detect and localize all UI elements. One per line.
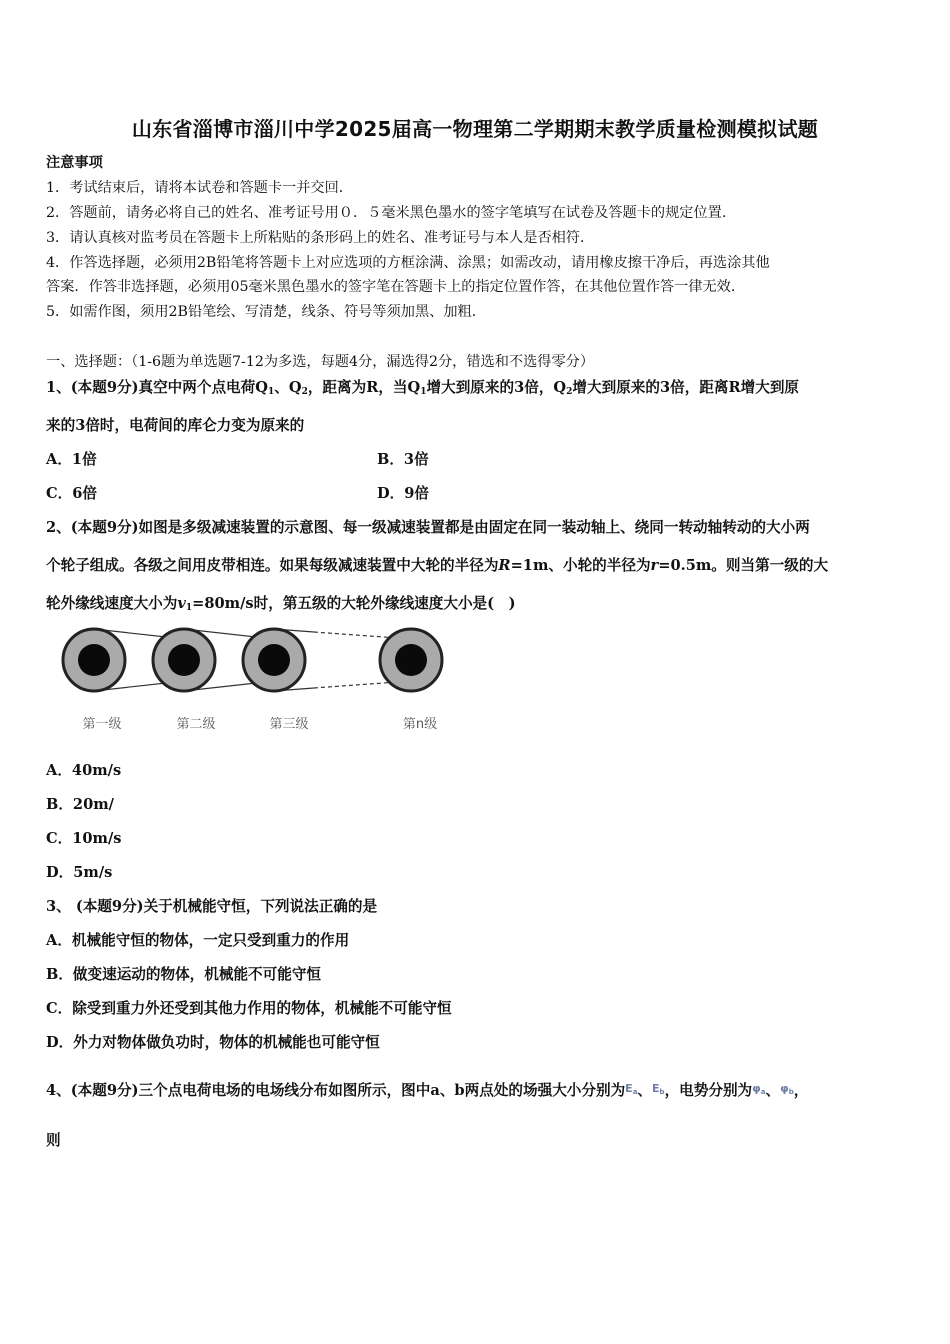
question-2-line-3: 轮外缘线速度大小为$v_1=80m/s$时，第五级的大轮外缘线速度大小是( ) xyxy=(46,595,516,613)
question-3-option-b: B．做变速运动的物体，机械能不可能守恒 xyxy=(46,966,322,983)
question-2-option-d: D．5m/s xyxy=(46,864,113,881)
potential-symbols: φa xyxy=(752,1082,766,1096)
wheel-stage-2 xyxy=(153,629,215,691)
question-3-option-c: C．除受到重力外还受到其他力作用的物体，机械能不可能守恒 xyxy=(46,1000,452,1017)
question-1-option-a: A．1倍 xyxy=(46,451,97,468)
question-3-option-a: A．机械能守恒的物体，一定只受到重力的作用 xyxy=(46,932,350,949)
question-2-option-c: C．10m/s xyxy=(46,830,122,847)
question-3-option-d: D．外力对物体做负功时，物体的机械能也可能守恒 xyxy=(46,1034,380,1051)
label-stage-3: 第三级 xyxy=(269,717,309,732)
question-4-line-2: 则 xyxy=(46,1132,61,1149)
question-3-stem: 3、 (本题9分)关于机械能守恒，下列说法正确的是 xyxy=(46,898,378,915)
notice-item-2: 2．答题前，请务必将自己的姓名、准考证号用０．５毫米黑色墨水的签字笔填写在试卷及答题卡的规定位置． xyxy=(46,205,737,221)
section-heading: 一、选择题：（1-6题为单选题7-12为多选，每题4分，漏选得2分，错选和不选得零分） xyxy=(46,354,595,370)
question-2-option-b: B．20m/ xyxy=(46,796,115,813)
question-1-option-c: C．6倍 xyxy=(46,485,97,502)
wheel-stage-3 xyxy=(243,629,305,691)
question-2-line-2: 个轮子组成。各级之间用皮带相连。如果每级减速装置中大轮的半径为R=1m、小轮的半径为r=0.5m。则当第一级的大 xyxy=(46,557,829,574)
question-4-line-1: 4、(本题9分)三个点电荷电场的电场线分布如图所示，图中a、b两点处的场强大小分别为Ea、Eb，电势分别为φa、φb， xyxy=(46,1082,809,1099)
label-stage-n: 第n级 xyxy=(402,717,438,732)
notice-item-5: 5．如需作图，须用2B铅笔绘、写清楚，线条、符号等须加黑、加粗． xyxy=(46,304,486,320)
label-stage-1: 第一级 xyxy=(82,717,122,732)
wheel-stage-n xyxy=(380,629,442,691)
question-1-line-2: 来的3倍时，电荷间的库仑力变为原来的 xyxy=(46,417,305,434)
notice-heading: 注意事项 xyxy=(46,155,103,171)
wheel-stage-1 xyxy=(63,629,125,691)
question-1-option-b: B．3倍 xyxy=(377,451,429,468)
label-stage-2: 第二级 xyxy=(176,717,216,732)
pulley-diagram xyxy=(56,620,456,740)
question-1-option-d: D．9倍 xyxy=(377,485,429,502)
notice-item-4b: 答案．作答非选择题，必须用05毫米黑色墨水的签字笔在答题卡上的指定位置作答，在其他位置作答一律无效． xyxy=(46,279,746,295)
field-strength-symbols: Ea xyxy=(625,1082,638,1096)
notice-item-4a: 4．作答选择题，必须用2B铅笔将答题卡上对应选项的方框涂满、涂黑；如需改动，请用橡皮擦干净后，再选涂其他 xyxy=(46,255,770,271)
question-1-line-1: 1、(本题9分)真空中两个点电荷$Q_1$、$Q_2$，距离为R，当$Q_1$增大到原来的3倍，$Q_2$增大到原来的3倍，距离R增大到原 xyxy=(46,379,800,397)
page-title: 山东省淄博市淄川中学2025届高一物理第二学期期末教学质量检测模拟试题 xyxy=(131,117,819,141)
notice-item-3: 3．请认真核对监考员在答题卡上所粘贴的条形码上的姓名、准考证号与本人是否相符． xyxy=(46,230,595,246)
question-2-option-a: A．40m/s xyxy=(46,762,122,779)
notice-item-1: 1．考试结束后，请将本试卷和答题卡一并交回． xyxy=(46,180,353,196)
question-2-line-1: 2、(本题9分)如图是多级减速装置的示意图、每一级减速装置都是由固定在同一装动轴上、绕同一转动轴转动的大小两 xyxy=(46,519,810,536)
